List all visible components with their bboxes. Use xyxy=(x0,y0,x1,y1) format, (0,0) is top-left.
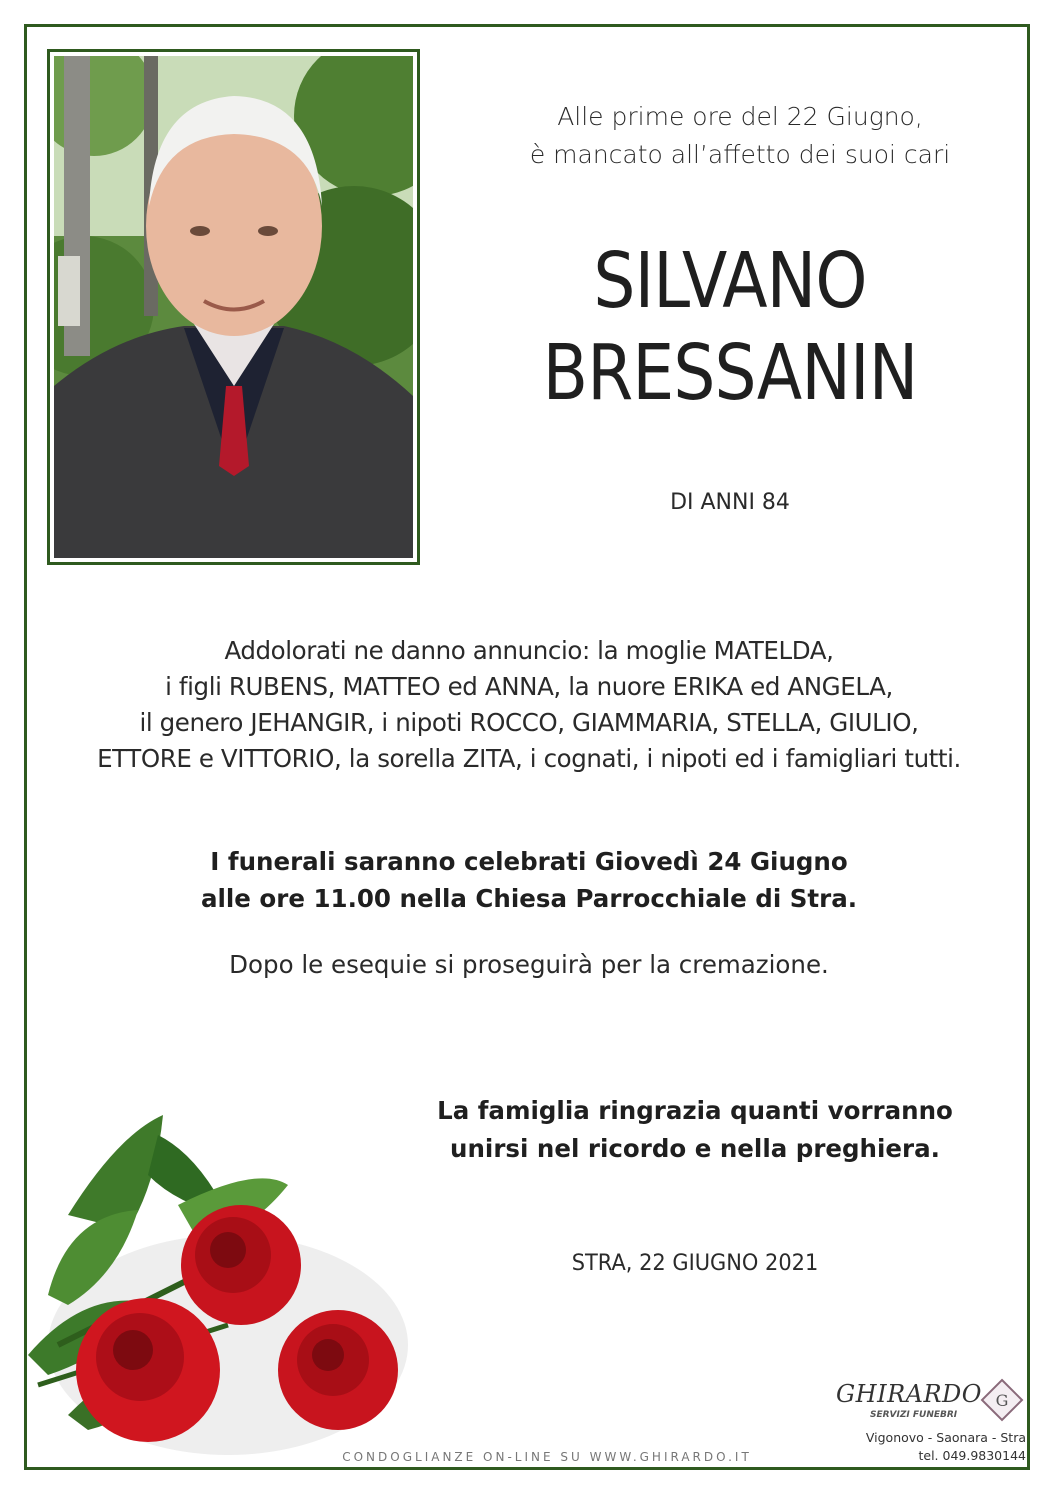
thanks-line: La famiglia ringrazia quanti vorranno xyxy=(437,1096,953,1125)
place-date: STRA, 22 GIUGNO 2021 xyxy=(571,1250,819,1276)
intro-text xyxy=(440,98,1040,174)
last-name: BRESSANIN xyxy=(542,329,918,418)
logo-diamond-icon xyxy=(980,1378,1024,1422)
funeral-info xyxy=(40,843,1018,917)
announcement-line: ETTORE e VITTORIO, la sorella ZITA, i cognati, i nipoti ed i famigliari tutti. xyxy=(97,744,961,773)
portrait-illustration xyxy=(54,56,413,558)
announcement-line: i figli RUBENS, MATTEO ed ANNA, la nuore ERIKA ed ANGELA, xyxy=(165,672,893,701)
ghirardo-logo xyxy=(832,1378,1028,1468)
funeral-line: alle ore 11.00 nella Chiesa Parrocchiale di Stra. xyxy=(200,884,858,913)
condolences-link[interactable]: CONDOGLIANZE ON-LINE SU WWW.GHIRARDO.IT xyxy=(342,1450,752,1464)
thanks-line: unirsi nel ricordo e nella preghiera. xyxy=(450,1134,940,1163)
funeral-line: I funerali saranno celebrati Giovedì 24 Giugno xyxy=(210,847,848,876)
age-text: DI ANNI 84 xyxy=(670,490,790,515)
portrait-photo xyxy=(47,49,420,565)
logo-phone: tel. 049.9830144 xyxy=(918,1448,1026,1463)
logo-mark-letter: G xyxy=(995,1391,1009,1410)
announcement-line: Addolorati ne danno annuncio: la moglie MATELDA, xyxy=(224,636,834,665)
roses-image xyxy=(28,1095,413,1465)
logo-towns: Vigonovo - Saonara - Stra xyxy=(865,1430,1026,1445)
logo-brand: GHIRARDO xyxy=(836,1380,982,1408)
logo-subtitle: SERVIZI FUNEBRI xyxy=(870,1410,958,1420)
deceased-name xyxy=(481,236,980,420)
cremation-text: Dopo le esequie si proseguirà per la cremazione. xyxy=(229,950,829,979)
first-name: SILVANO xyxy=(593,237,867,326)
announcement-text xyxy=(40,633,1018,777)
thanks-text xyxy=(390,1092,1000,1168)
announcement-line: il genero JEHANGIR, i nipoti ROCCO, GIAMMARIA, STELLA, GIULIO, xyxy=(139,708,919,737)
intro-line: Alle prime ore del 22 Giugno, xyxy=(557,102,923,131)
intro-line: è mancato all’affetto dei suoi cari xyxy=(529,140,951,169)
